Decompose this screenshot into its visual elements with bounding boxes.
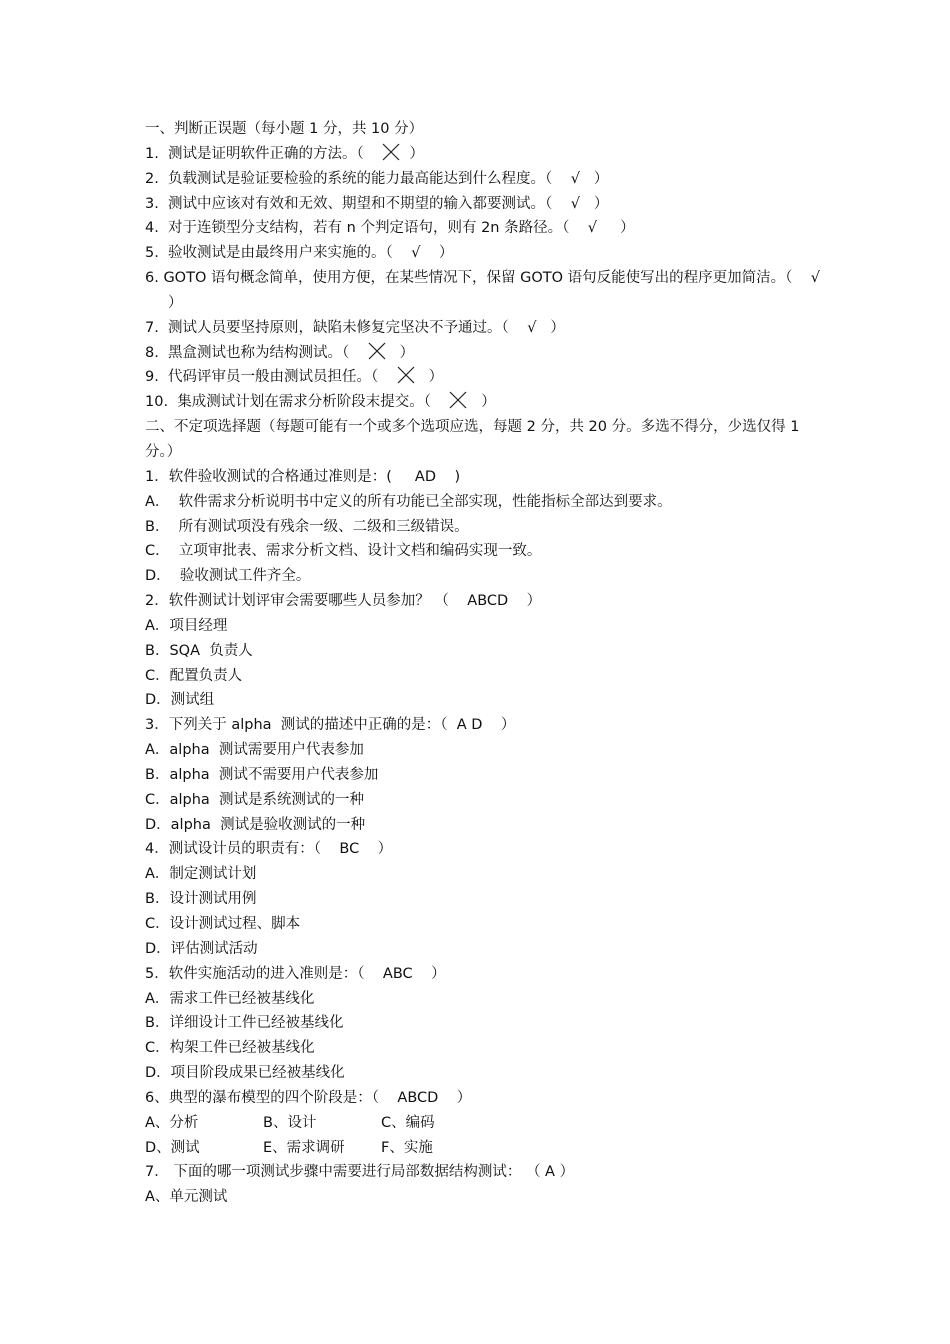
- true-false-list: [145, 142, 821, 415]
- answer-option: A．项目经理: [145, 617, 228, 634]
- answer-option: D．alpha 测试是验收测试的一种: [145, 816, 366, 833]
- question: 5．软件实施活动的进入准则是：（ ABC ）: [145, 965, 446, 982]
- answer-option: D．项目阶段成果已经被基线化: [145, 1065, 345, 1082]
- options-row: [145, 1136, 815, 1161]
- question-7: 7． 下面的哪一项测试步骤中需要进行局部数据结构测试： （ A ）: [145, 1164, 575, 1181]
- option: F、实施: [381, 1139, 433, 1156]
- cross-mark-icon: [368, 342, 386, 360]
- answer-option: D． 验收测试工件齐全。: [145, 568, 311, 585]
- section1-heading: 一、判断正误题（每小题 1 分，共 10 分）: [145, 121, 424, 137]
- check-mark: √: [587, 220, 598, 237]
- answer-option: C．配置负责人: [145, 667, 243, 684]
- true-false-item: [145, 365, 815, 390]
- answer-option: C．构架工件已经被基线化: [145, 1040, 315, 1057]
- question: 1．软件验收测试的合格通过准则是：( AD ): [145, 468, 461, 485]
- item-text: 1. 测试是证明软件正确的方法。（: [145, 145, 364, 162]
- item-close: ）: [400, 145, 424, 162]
- answer-option: B．设计测试用例: [145, 891, 257, 908]
- answer-option: A． 软件需求分析说明书中定义的所有功能已全部实现，性能指标全部达到要求。: [145, 493, 672, 510]
- document-page: [145, 117, 821, 1210]
- item-text: 3. 测试中应该对有效和无效、期望和不期望的输入都要测试。（: [145, 195, 553, 212]
- answer-option: B．SQA 负责人: [145, 642, 253, 659]
- option: C、编码: [381, 1114, 435, 1131]
- item-text: 5. 验收测试是由最终用户来实施的。（: [145, 245, 393, 262]
- item-close: ）: [536, 319, 565, 336]
- check-mark: √: [810, 270, 821, 287]
- answer-option: D．测试组: [145, 692, 215, 709]
- item-close: ）: [597, 220, 635, 237]
- item-text: 8. 黑盒测试也称为结构测试。（: [145, 344, 350, 361]
- cross-mark-icon: [397, 366, 415, 384]
- answer-option: A．需求工件已经被基线化: [145, 990, 315, 1007]
- item-close: ）: [467, 394, 496, 411]
- item-text: 9. 代码评审员一般由测试员担任。（: [145, 369, 379, 386]
- true-false-item: [145, 192, 815, 217]
- item-text: 2. 负载测试是验证要检验的系统的能力最高能达到什么程度。（: [145, 170, 553, 187]
- answer-option: A．alpha 测试需要用户代表参加: [145, 742, 364, 759]
- answer-option: C．设计测试过程、脚本: [145, 916, 301, 932]
- check-mark: √: [570, 195, 580, 212]
- section2-heading: 二、不定项选择题（每题可能有一个或多个选项应选，每题 2 分，共 20 分。多选不得分，少选仅得 1 分。）: [145, 419, 800, 460]
- cross-mark-icon: [449, 391, 467, 409]
- item-text: 10. 集成测试计划在需求分析阶段末提交。（: [145, 394, 432, 411]
- check-mark: √: [411, 245, 421, 262]
- answer-option: B．alpha 测试不需要用户代表参加: [145, 766, 379, 783]
- true-false-item: [145, 216, 815, 241]
- true-false-item: [145, 316, 815, 341]
- true-false-item: [145, 167, 815, 192]
- option: B、设计: [263, 1114, 317, 1131]
- true-false-item: [145, 341, 815, 366]
- cross-mark-icon: [382, 143, 400, 161]
- item-close: ）: [420, 245, 454, 262]
- answer-option: B． 所有测试项没有残余一级、二级和三级错误。: [145, 518, 469, 535]
- question: 2．软件测试计划评审会需要哪些人员参加？ （ ABCD ）: [145, 593, 542, 610]
- item-close: ）: [580, 170, 609, 187]
- true-false-item: [145, 241, 815, 266]
- answer-option: C．alpha 测试是系统测试的一种: [145, 791, 365, 808]
- options-row: [145, 1111, 815, 1136]
- option: E、需求调研: [263, 1139, 345, 1156]
- question-7-option: A、单元测试: [145, 1189, 228, 1206]
- multiple-choice-list: [145, 465, 815, 1111]
- check-mark: √: [570, 170, 580, 187]
- true-false-item: [145, 266, 821, 316]
- item-close: ）: [385, 344, 415, 361]
- true-false-item: [145, 390, 815, 415]
- option: A、分析: [145, 1114, 199, 1131]
- true-false-item: [145, 142, 815, 167]
- question: 3．下列关于 alpha 测试的描述中正确的是：（ A D ）: [145, 717, 516, 734]
- option: D、测试: [145, 1139, 200, 1156]
- item-close: ）: [145, 294, 183, 311]
- item-text: 4. 对于连锁型分支结构，若有 n 个判定语句，则有 2n 条路径。（: [145, 220, 570, 237]
- item-close: ）: [580, 195, 609, 212]
- item-text: 6. GOTO 语句概念简单，使用方便，在某些情况下，保留 GOTO 语句反能使写出的程序更加简洁。（: [145, 270, 793, 287]
- item-text: 7. 测试人员要坚持原则，缺陷未修复完坚决不予通过。（: [145, 319, 509, 336]
- answer-option: C． 立项审批表、需求分析文档、设计文档和编码实现一致。: [145, 543, 542, 560]
- item-close: ）: [414, 369, 444, 386]
- answer-option: B．详细设计工件已经被基线化: [145, 1015, 344, 1032]
- question: 4．测试设计员的职责有：（ BC ）: [145, 841, 393, 858]
- answer-option: A．制定测试计划: [145, 866, 257, 883]
- answer-option: D．评估测试活动: [145, 940, 258, 957]
- question: 6、典型的瀑布模型的四个阶段是：（ ABCD ）: [145, 1089, 472, 1106]
- check-mark: √: [527, 319, 537, 336]
